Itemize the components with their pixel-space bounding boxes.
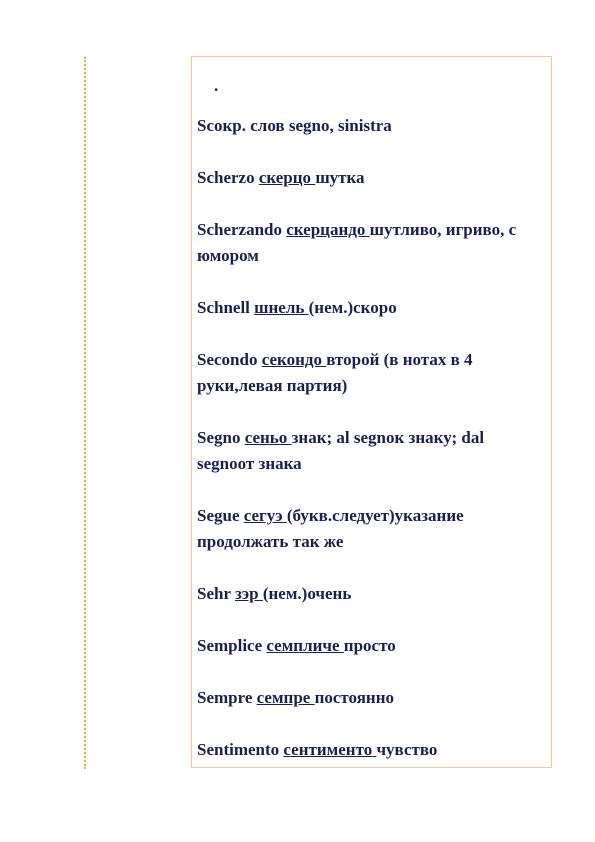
entry-term: Sentimento — [197, 740, 280, 759]
entry-meaning: просто — [343, 636, 396, 655]
entry-term: Schnell — [197, 298, 250, 317]
entry-term: Segue — [197, 506, 240, 525]
entry-pronunciation-link[interactable]: зэр — [234, 584, 263, 603]
glossary-entry-sempre — [197, 685, 542, 711]
entry-meaning: второй (в нотах в 4 руки,левая партия) — [197, 350, 473, 395]
entry-meaning: кр. слов segno, sinistra — [222, 116, 392, 135]
entry-term: Sempre — [197, 688, 253, 707]
entry-pronunciation-link[interactable]: скерцандо — [286, 220, 370, 239]
entry-term: Sehr — [197, 584, 231, 603]
glossary-list — [197, 113, 542, 789]
entry-term: Scherzo — [197, 168, 255, 187]
entry-term: Segno — [197, 428, 241, 447]
entry-pronunciation-link[interactable]: семпличе — [266, 636, 344, 655]
entry-meaning: (букв.следует)указание продолжать так же — [197, 506, 464, 551]
entry-meaning: чувство — [376, 740, 438, 759]
glossary-entry-sehr — [197, 581, 542, 607]
entry-term: Scherzando — [197, 220, 282, 239]
entry-term: Secondo — [197, 350, 258, 369]
margin-dotted-line — [84, 57, 86, 769]
entry-pronunciation-link[interactable]: семпре — [256, 688, 315, 707]
glossary-entry-schnell — [197, 295, 542, 321]
entry-term: Sco — [197, 116, 223, 135]
glossary-entry-segno — [197, 425, 542, 477]
entry-meaning: шутка — [315, 168, 365, 187]
entry-meaning: (нем.)очень — [262, 584, 352, 603]
entry-meaning: знак; al segnoк знаку; dal segnoот знака — [197, 428, 485, 473]
entry-pronunciation-link[interactable]: скерцо — [258, 168, 316, 187]
page-marker: . — [214, 76, 219, 95]
glossary-entry-semplice — [197, 633, 542, 659]
entry-meaning: шутливо, игриво, с юмором — [197, 220, 517, 265]
glossary-entry-sco — [197, 113, 542, 139]
entry-pronunciation-link[interactable]: сентименто — [283, 740, 377, 759]
entry-pronunciation-link[interactable]: секондо — [261, 350, 327, 369]
entry-pronunciation-link[interactable]: шнель — [254, 298, 309, 317]
entry-pronunciation-link[interactable]: сеньо — [244, 428, 292, 447]
entry-meaning: постоянно — [314, 688, 395, 707]
glossary-entry-segue — [197, 503, 542, 555]
glossary-entry-scherzando — [197, 217, 542, 269]
entry-meaning: (нем.)скоро — [308, 298, 397, 317]
glossary-entry-scherzo — [197, 165, 542, 191]
entry-pronunciation-link[interactable]: сегуэ — [243, 506, 287, 525]
glossary-entry-secondo — [197, 347, 542, 399]
entry-term: Semplice — [197, 636, 263, 655]
glossary-entry-sentimento — [197, 737, 542, 763]
